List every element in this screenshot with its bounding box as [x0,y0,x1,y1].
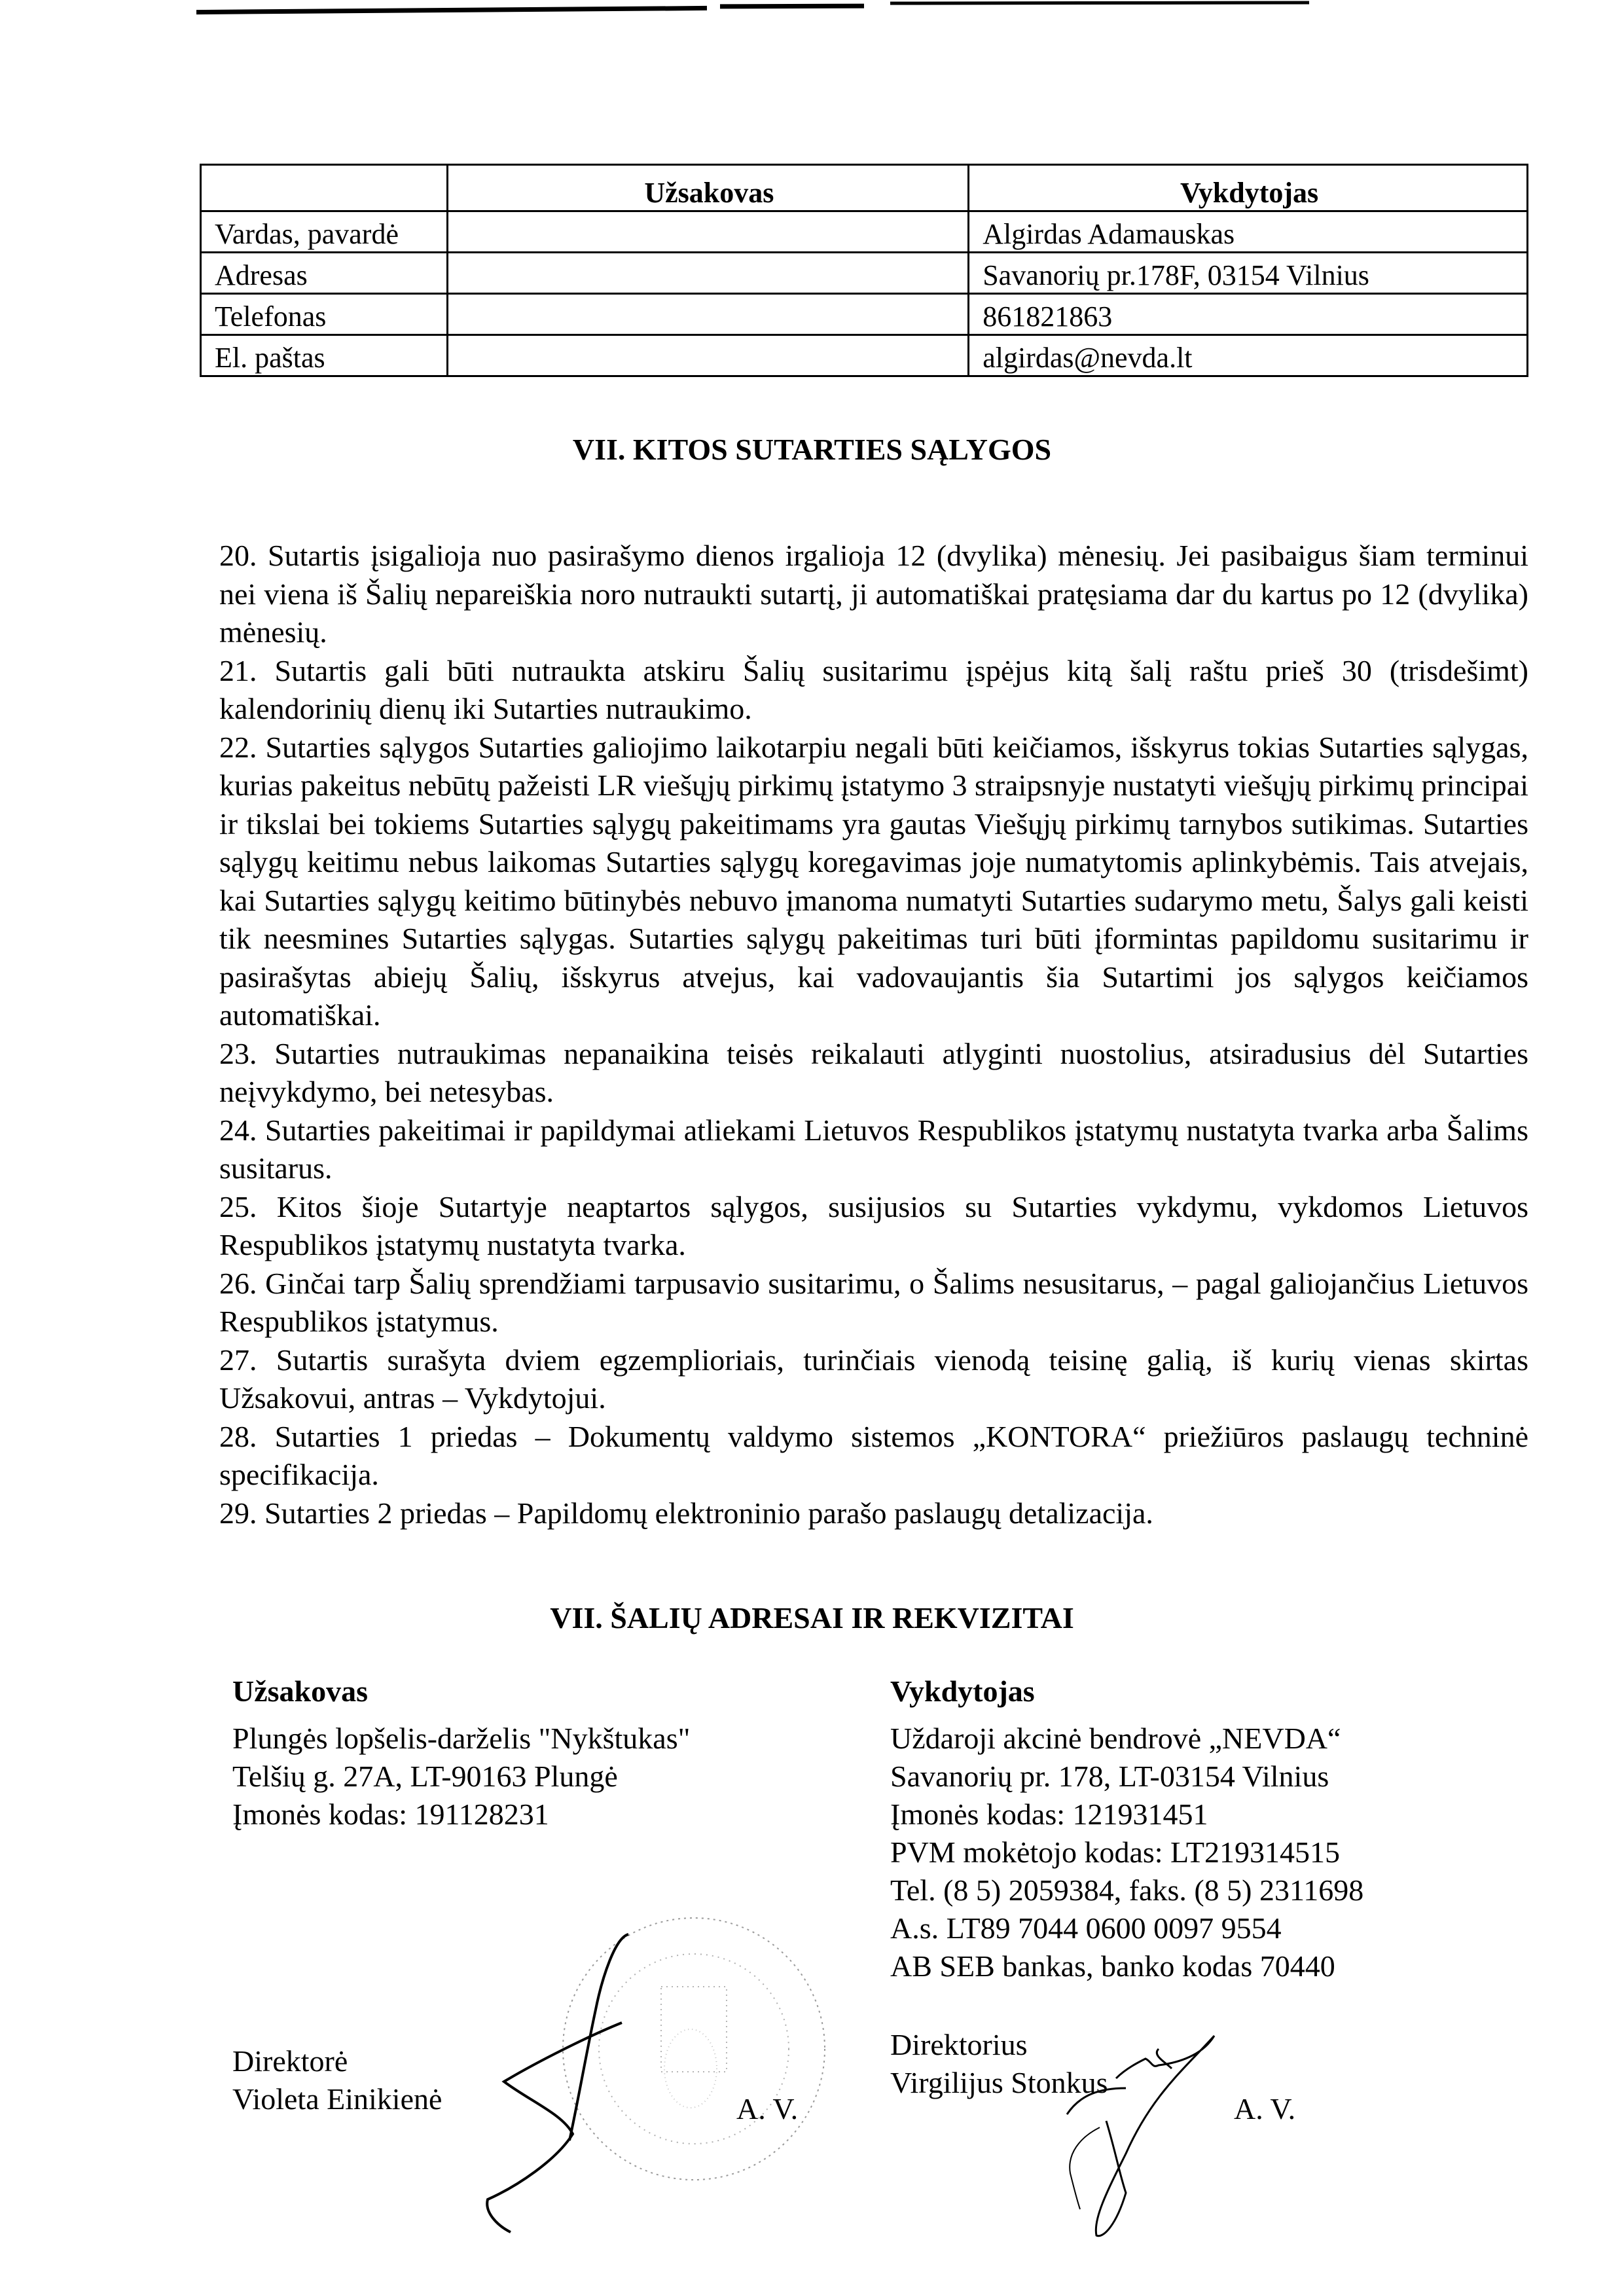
signatory-vykdytojas [890,2026,1108,2102]
party-vykdytojas-title: Vykdytojas [890,1674,1035,1708]
table-row [201,253,1528,294]
signatory-uzsakovas-name: Violeta Einikienė [232,2082,442,2116]
row-vykdytojas-value: 861821863 [969,294,1528,335]
row-label: Vardas, pavardė [201,211,448,253]
clause-23: 23. Sutarties nutraukimas nepanaikina teisės reikalauti atlyginti nuostolius, atsiradusius dėl Sutarties neįvykdymo, bei netesybas. [219,1036,1528,1108]
party-uzsakovas-line: Plungės lopšelis-darželis "Nykštukas" [232,1722,691,1755]
clause-20: 20. Sutartis įsigalioja nuo pasirašymo dienos irgalioja 12 (dvylika) mėnesių. Jei pasibaigus šiam terminui nei viena iš Šalių nepareiškia noro nutraukti sutartį, ji automatiškai pratęsiama dar du kartus po 12 (dvylika) mėnesių. [219,539,1528,649]
party-vykdytojas-line: PVM mokėtojo kodas: LT219314515 [890,1835,1341,1869]
stamp-label-vykdytojas: A. V. [1234,2092,1296,2125]
row-vykdytojas-value: Savanorių pr.178F, 03154 Vilnius [969,253,1528,294]
party-uzsakovas-title: Užsakovas [232,1674,369,1708]
party-vykdytojas-line: Įmonės kodas: 121931451 [890,1798,1208,1831]
clause-27: 27. Sutartis surašyta dviem egzemplioriais, turinčiais vienodą teisinę galią, iš kurių vienas skirtas Užsakovui, antras – Vykdytojui. [219,1343,1528,1415]
table-header-empty [201,165,448,211]
party-vykdytojas-line: Savanorių pr. 178, LT-03154 Vilnius [890,1760,1329,1793]
table-row [201,211,1528,253]
row-uzsakovas-value [447,253,969,294]
clause-22: 22. Sutarties sąlygos Sutarties galiojimo laikotarpiu negali būti keičiamos, išskyrus tokias Sutarties sąlygas, kurias pakeitus nebūtų pažeisti LR viešųjų pirkimų įstatymo 3 straipsnyje nustatyti viešųjų pirkimų principai ir tikslai bei tokiems Sutarties sąlygų pakeitimams yra gautas Viešųjų pirkimų tarnybos sutikimas. Sutarties sąlygų keitimu nebus laikomas Sutarties sąlygų koregavimas joje numatytomis aplinkybėmis. Tais atvejais, kai Sutarties sąlygų keitimo būtinybės nebuvo įmanoma numatyti Sutarties sudarymo metu, Šalys gali keisti tik neesmines Sutarties sąlygas. Sutarties sąlygų pakeitimas turi būti įformintas papildomu susitarimu ir pasirašytas abiejų Šalių, išskyrus atvejus, kai vadovaujantis šia Sutartimi jos sąlygos keičiamos automatiškai. [219,730,1528,1032]
signature-uzsakovas-icon [458,1925,668,2213]
contacts-table [200,164,1528,377]
scan-artifact-line [890,1,1309,5]
table-header-row [201,165,1528,211]
table-row [201,335,1528,376]
signatory-uzsakovas-role: Direktorė [232,2044,348,2078]
table-header-vykdytojas: Vykdytojas [969,165,1528,211]
row-vykdytojas-value: Algirdas Adamauskas [969,211,1528,253]
party-vykdytojas-line: Tel. (8 5) 2059384, faks. (8 5) 2311698 [890,1873,1364,1907]
clause-26: 26. Ginčai tarp Šalių sprendžiami tarpusavio susitarimu, o Šalims nesusitarus, – pagal galiojančius Lietuvos Respublikos įstatymus. [219,1266,1528,1338]
row-label: Adresas [201,253,448,294]
party-vykdytojas-line: A.s. LT89 7044 0600 0097 9554 [890,1911,1282,1945]
party-uzsakovas [232,1672,690,1834]
row-label: El. paštas [201,335,448,376]
signatory-vykdytojas-role: Direktorius [890,2028,1028,2061]
party-uzsakovas-line: Įmonės kodas: 191128231 [232,1798,549,1831]
party-vykdytojas-line: Uždaroji akcinė bendrovė „NEVDA“ [890,1722,1341,1755]
row-uzsakovas-value [447,335,969,376]
clause-24: 24. Sutarties pakeitimai ir papildymai atliekami Lietuvos Respublikos įstatymų nustatyta tvarka arba Šalims susitarus. [219,1113,1528,1185]
party-uzsakovas-line: Telšių g. 27A, LT-90163 Plungė [232,1760,618,1793]
signatory-vykdytojas-name: Virgilijus Stonkus [890,2066,1108,2099]
signatory-uzsakovas [232,2042,442,2118]
stamp-label-uzsakovas: A. V. [736,2092,799,2125]
row-label: Telefonas [201,294,448,335]
table-row [201,294,1528,335]
scan-artifact-line [720,4,864,9]
section-heading-other-terms: VII. KITOS SUTARTIES SĄLYGOS [572,433,1052,466]
clause-28: 28. Sutarties 1 priedas – Dokumentų valdymo sistemos „KONTORA“ priežiūros paslaugų techninė specifikacija. [219,1419,1528,1491]
clause-25: 25. Kitos šioje Sutartyje neaptartos sąlygos, susijusios su Sutarties vykdymu, vykdomos Lietuvos Respublikos įstatymų nustatyta tvarka. [219,1189,1528,1261]
section-heading-addresses: VII. ŠALIŲ ADRESAI IR REKVIZITAI [550,1601,1074,1635]
party-vykdytojas-line: AB SEB bankas, banko kodas 70440 [890,1949,1335,1983]
clause-29: 29. Sutarties 2 priedas – Papildomų elektroninio parašo paslaugų detalizacija. [219,1496,1153,1530]
row-uzsakovas-value [447,211,969,253]
scan-artifact-line [196,6,707,14]
table-header-uzsakovas: Užsakovas [447,165,969,211]
row-vykdytojas-value: algirdas@nevda.lt [969,335,1528,376]
clause-21: 21. Sutartis gali būti nutraukta atskiru Šalių susitarimu įspėjus kitą šalį raštu prieš 30 (trisdešimt) kalendorinių dienų iki Sutarties nutraukimo. [219,653,1528,725]
party-vykdytojas [890,1672,1363,1985]
row-uzsakovas-value [447,294,969,335]
clauses-list [219,537,1528,1532]
